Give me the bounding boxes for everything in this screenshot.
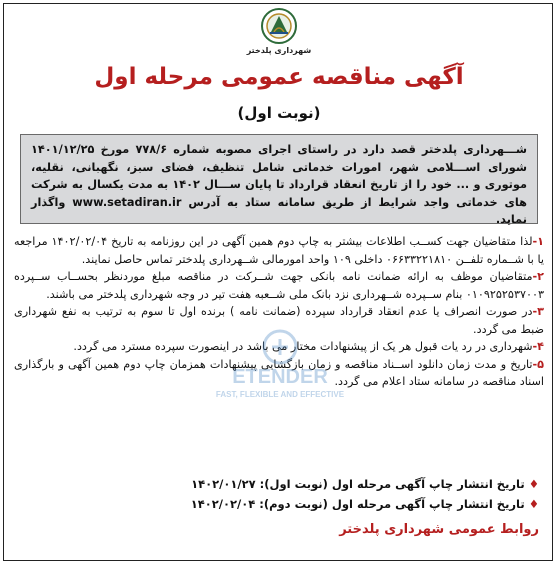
watermark-tagline: FAST, FLEXIBLE AND EFFECTIVE	[215, 390, 345, 399]
date-line: ♦ تاریخ انتشار چاپ آگهی مرحله اول (نوبت دوم): ۱۴۰۲/۰۲/۰۴	[190, 497, 539, 511]
list-item: ۵-تاریخ و مدت زمان دانلود اســناد مناقصه و زمان بازگشایی پیشنهادات همزمان چاپ دوم همین آگهی و بارگذاری اسناد مناقصه در سامانه ستاد اعلام می گردد.	[14, 357, 544, 388]
logo-caption: شهرداری پلدختر	[246, 46, 312, 55]
page-subtitle: (نوبت اول)	[237, 104, 321, 122]
watermark-brand: ETENDER	[232, 366, 328, 388]
item-text: در صورت انصراف یا عدم انعقاد قرارداد سپرده (ضمانت نامه ) برنده اول تا سوم به ترتیب به نفع شهرداری ضبط می گردد.	[14, 305, 544, 336]
publication-dates	[14, 474, 539, 514]
item-number: ۴	[537, 340, 544, 353]
list-item: ۲-متقاضیان موظف به ارائه ضمانت نامه بانکی جهت شــرکت در مناقصه مبلغ موردنظر بحســاب ســپرده ۰۱۰۹۲۵۲۵۳۷۰۰۳ بنام ســپرده شــهرداری نزد بانک ملی شــعبه هفت تیر در وجه شهرداری پلدختر می باشند.	[14, 270, 544, 301]
list-item: ۳-در صورت انصراف یا عدم انعقاد قرارداد سپرده (ضمانت نامه ) برنده اول تا سوم به ترتیب به نفع شهرداری ضبط می گردد.	[14, 305, 544, 336]
intro-paragraph: شـــهرداری پلدختر قصد دارد در راستای اجرای مصوبه شماره ۷۷۸/۶ مورخ ۱۴۰۱/۱۲/۲۵ شورای اســـلامی شهر، امورات خدماتی شامل تنظیف، فضای سبز، نگهبانی، نقلیه، موتوری و ... خود را از تاریخ انعقاد قرارداد تا پایان ســـال ۱۴۰۲ به مدت یکسال به شرکت های خدماتی واجد شرایط از طریق سامانه ستاد به آدرس www.setadiran.ir واگذار نماید.	[20, 134, 538, 224]
notice-body	[14, 233, 544, 391]
item-number: ۱	[537, 235, 544, 248]
item-text: تاریخ و مدت زمان دانلود اســناد مناقصه و زمان بازگشایی پیشنهادات همزمان چاپ دوم همین آگهی و بارگذاری اسناد مناقصه در سامانه ستاد اعلام می گردد.	[14, 357, 544, 388]
logo	[246, 6, 312, 58]
item-text: متقاضیان موظف به ارائه ضمانت نامه بانکی جهت شــرکت در مناقصه مبلغ موردنظر بحســاب ســپرده ۰۱۰۹۲۵۲۵۳۷۰۰۳ بنام ســپرده شــهرداری نزد بانک ملی شــعبه هفت تیر در وجه شهرداری پلدختر می باشند.	[14, 270, 544, 301]
item-number: ۲	[537, 270, 544, 283]
list-item: ۴-شهرداری در رد یات قبول هر یک از پیشنهادات مختار می باشد در اینصورت سپرده مسترد می گردد.	[73, 340, 544, 353]
footer-signature: روابط عمومی شهرداری پلدختر	[339, 522, 539, 537]
municipality-emblem-icon	[257, 6, 301, 46]
item-text: لذا متقاضیان جهت کســب اطلاعات بیشتر به چاپ دوم همین آگهی در این روزنامه به تاریخ ۱۴۰۲/۰۲/۰۴ مراجعه یا با شــماره تلفــن ۰۶۶۳۳۲۲۱۸۱۰ داخلی ۱۰۹ واحد امورمالی شــهرداری پلدختر تماس حاصل نمایند.	[14, 235, 544, 266]
page-title: آگهی مناقصه عمومی مرحله اول	[94, 64, 464, 90]
item-number: ۵	[537, 357, 544, 371]
list-item: ۱-لذا متقاضیان جهت کســب اطلاعات بیشتر به چاپ دوم همین آگهی در این روزنامه به تاریخ ۱۴۰۲/۰۲/۰۴ مراجعه یا با شــماره تلفــن ۰۶۶۳۳۲۲۱۸۱۰ داخلی ۱۰۹ واحد امورمالی شــهرداری پلدختر تماس حاصل نمایند.	[14, 235, 544, 266]
item-number: ۳	[537, 305, 544, 318]
item-text: شهرداری در رد یات قبول هر یک از پیشنهادات مختار می باشد در اینصورت سپرده مسترد می گردد.	[73, 340, 533, 353]
diamond-bullet-icon: ♦	[528, 497, 539, 511]
date-line: ♦ تاریخ انتشار چاپ آگهی مرحله اول (نوبت اول): ۱۴۰۲/۰۱/۲۷	[191, 477, 539, 491]
diamond-bullet-icon: ♦	[528, 477, 539, 491]
